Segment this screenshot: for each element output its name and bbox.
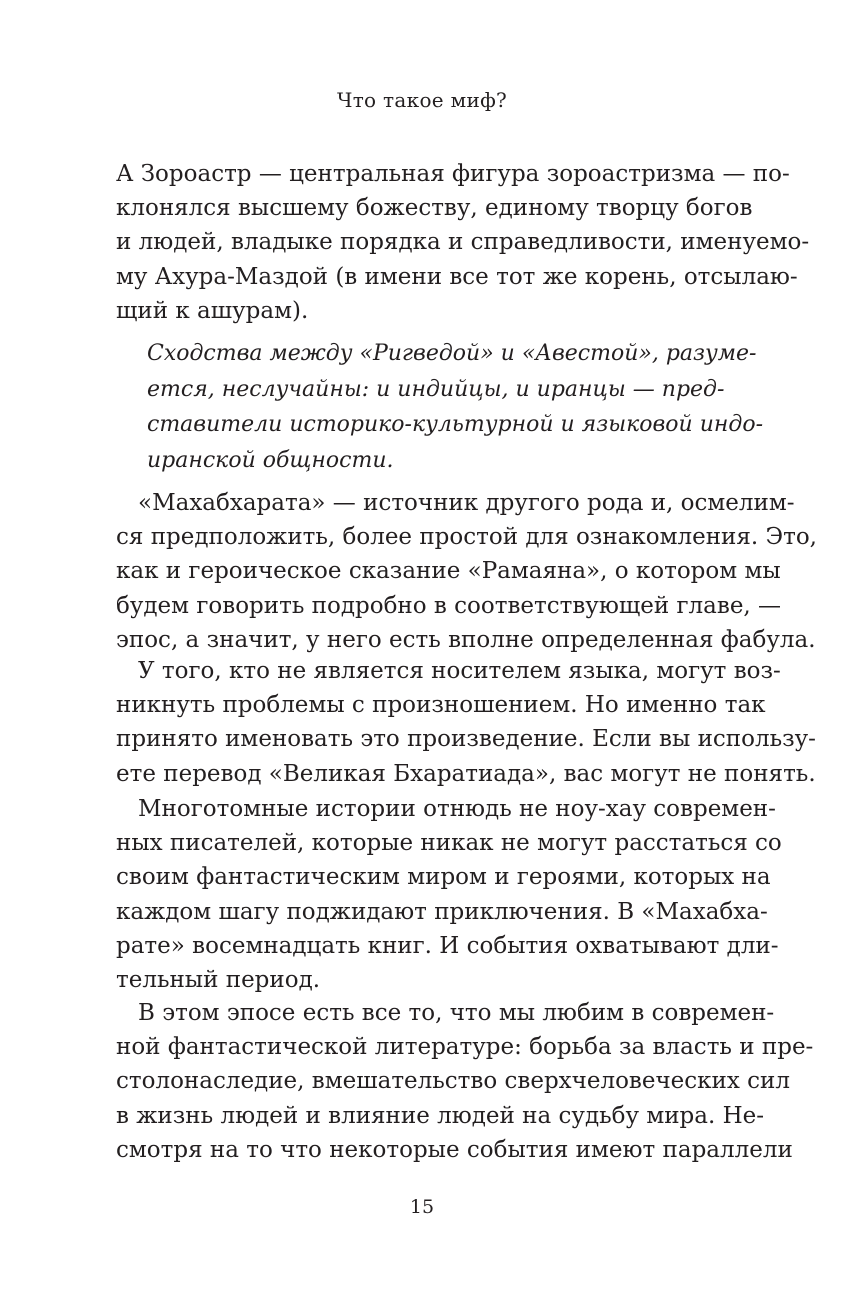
page-number: 15	[409, 1196, 435, 1218]
paragraph-line: ной фантастической литературе: борьба за власть и пре-	[116, 1034, 814, 1061]
paragraph-line: своим фантастическим миром и героями, которых на	[116, 864, 771, 891]
paragraph-line: Многотомные истории отнюдь не ноу-хау современ-	[138, 796, 776, 822]
paragraph-line: В этом эпосе есть все то, что мы любим в современ-	[138, 1000, 775, 1026]
paragraph-line: А Зороастр — центральная фигура зороастризма — по-	[116, 161, 790, 187]
paragraph-line: каждом шагу поджидают приключения. В «Махабха-	[116, 898, 768, 925]
paragraph-line: будем говорить подробно в соответствующей главе, —	[116, 592, 782, 619]
paragraph-line: «Махабхарата» — источник другого рода и, осмелим-	[138, 490, 795, 516]
paragraph-line: щий к ашурам).	[116, 297, 309, 324]
paragraph-line: клонялся высшему божеству, единому творцу богов	[116, 195, 753, 222]
callout-note	[147, 336, 763, 478]
paragraph-line: как и героическое сказание «Рамаяна», о котором мы	[116, 558, 781, 585]
paragraph-line: в жизнь людей и влияние людей на судьбу мира. Не-	[116, 1102, 765, 1129]
callout-line: иранской общности.	[147, 447, 394, 473]
callout-line: Сходства между «Ригведой» и «Авестой», разуме-	[147, 341, 757, 366]
paragraph-line: столонаследие, вмешательство сверхчеловеческих сил	[116, 1068, 790, 1095]
paragraph-line: му Ахура-Маздой (в имени все тот же корень, отсылаю-	[116, 263, 798, 290]
callout-line: ставители историко-культурной и языковой индо-	[147, 412, 763, 437]
paragraph-line: ных писателей, которые никак не могут расстаться со	[116, 830, 782, 857]
paragraph-line: ете перевод «Великая Бхаратиада», вас могут не понять.	[116, 760, 816, 787]
paragraph-line: и людей, владыке порядка и справедливости, именуемо-	[116, 229, 810, 256]
paragraph-line: принято именовать это произведение. Если вы использу-	[116, 726, 816, 753]
paragraph-mahabharata	[116, 486, 817, 657]
paragraph-line: рате» восемнадцать книг. И события охватывают дли-	[116, 932, 779, 959]
paragraph-epic-fantasy	[116, 996, 814, 1167]
running-head: Что такое миф?	[336, 88, 508, 112]
paragraph-multivolume	[116, 792, 782, 997]
paragraph-line: смотря на то что некоторые события имеют параллели	[116, 1136, 793, 1163]
paragraph-line: эпос, а значит, у него есть вполне определенная фабула.	[116, 626, 816, 653]
paragraph-line: У того, кто не является носителем языка, могут воз-	[138, 658, 781, 684]
paragraph-zoroaster	[116, 157, 810, 328]
paragraph-line: никнуть проблемы с произношением. Но именно так	[116, 692, 766, 719]
callout-line: ется, неслучайны: и индийцы, и иранцы — пред-	[147, 376, 725, 402]
paragraph-line: тельный период.	[116, 967, 321, 994]
paragraph-pronunciation	[116, 654, 816, 791]
paragraph-line: ся предположить, более простой для ознакомления. Это,	[116, 524, 817, 551]
